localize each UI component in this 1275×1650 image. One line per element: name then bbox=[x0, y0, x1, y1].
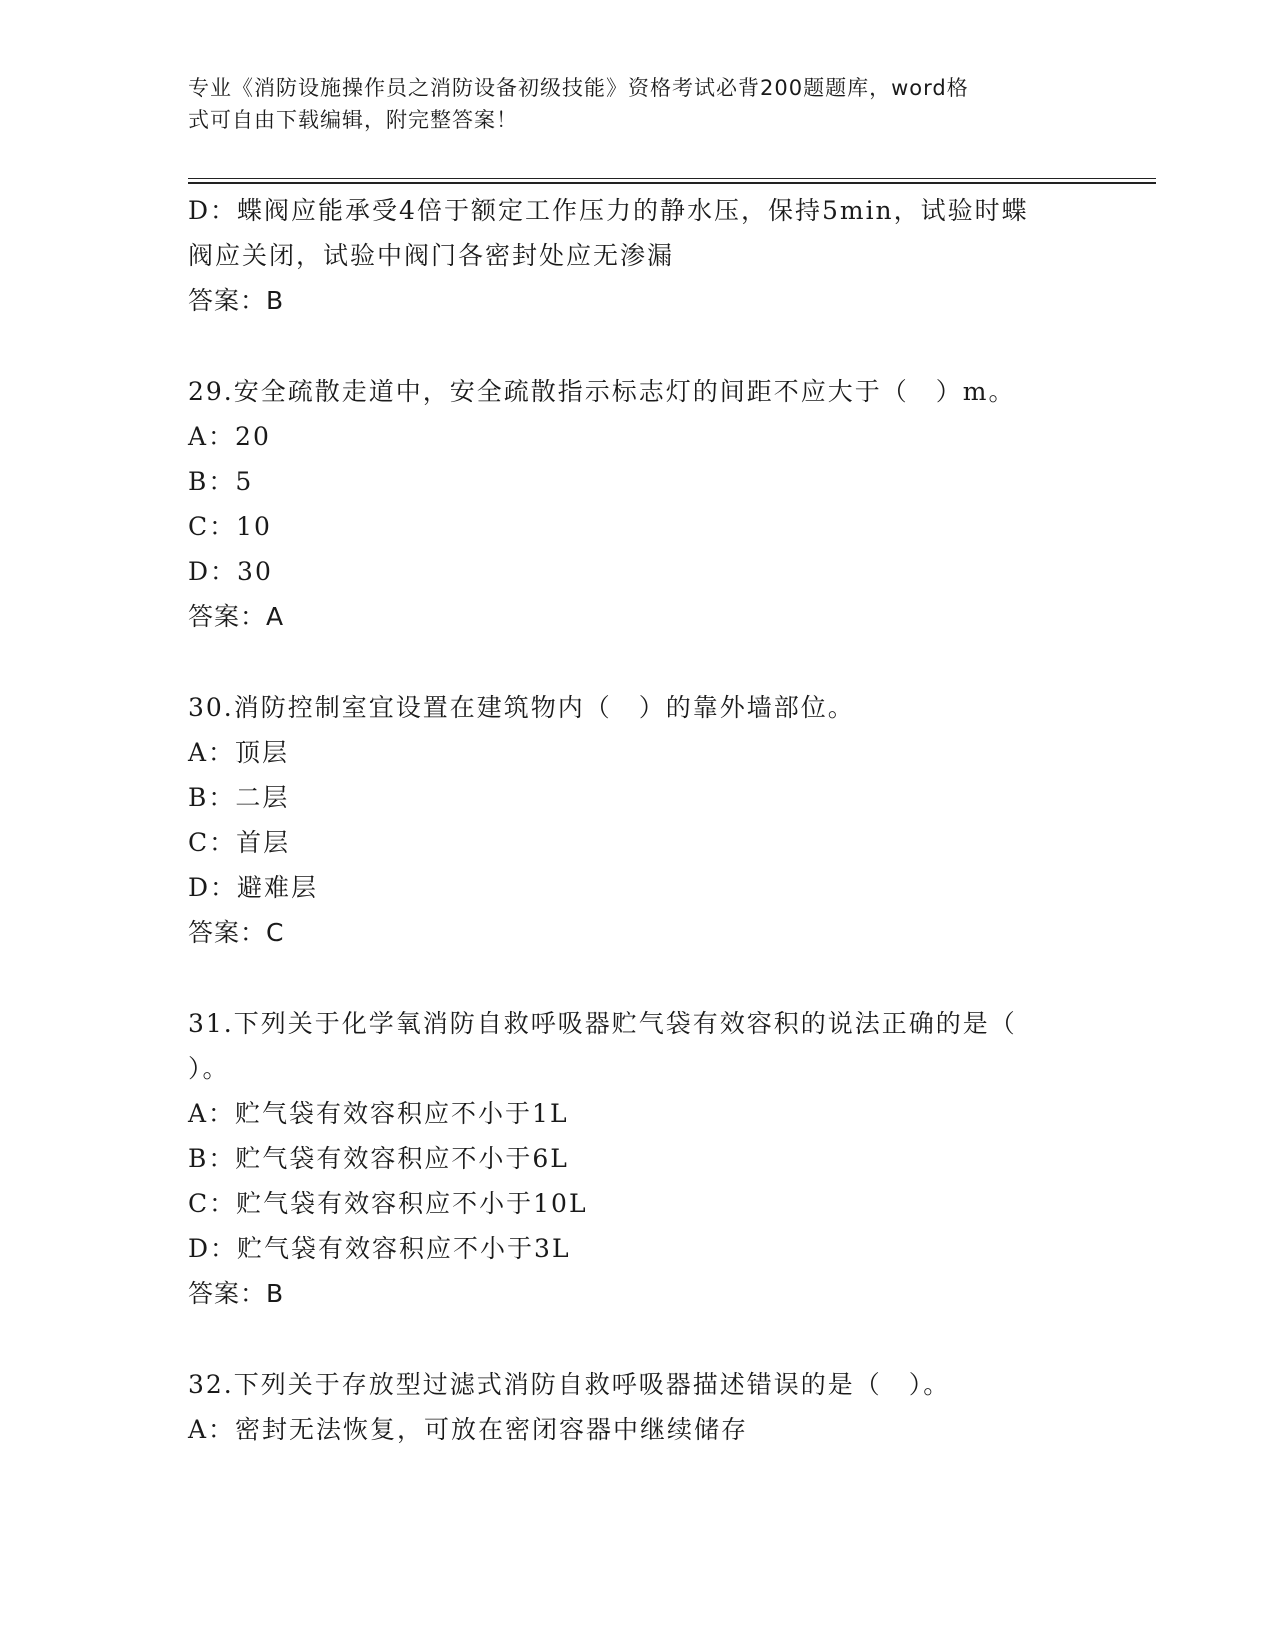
header-line-2: 式可自由下载编辑，附完整答案！ bbox=[188, 108, 518, 132]
option-c: C：首层 bbox=[188, 828, 291, 857]
answer-line: 答案：B bbox=[188, 286, 285, 315]
question-30 bbox=[188, 685, 1088, 955]
option-a: A：20 bbox=[188, 422, 271, 451]
question-stem-continued: ）。 bbox=[188, 1054, 230, 1083]
question-31 bbox=[188, 1001, 1088, 1316]
document-header bbox=[188, 72, 1068, 136]
question-stem: 29.安全疏散走道中，安全疏散指示标志灯的间距不应大于（ ）m。 bbox=[188, 377, 1016, 406]
option-d-continued: 阀应关闭，试验中阀门各密封处应无渗漏 bbox=[188, 241, 675, 270]
answer-line: 答案：C bbox=[188, 918, 285, 947]
option-b: B：二层 bbox=[188, 783, 290, 812]
option-b: B：贮气袋有效容积应不小于6L bbox=[188, 1144, 569, 1173]
option-b: B：5 bbox=[188, 467, 254, 496]
option-a: A：顶层 bbox=[188, 738, 290, 767]
header-line-1: 专业《消防设施操作员之消防设备初级技能》资格考试必背200题题库，word格 bbox=[188, 76, 969, 100]
question-stem: 32.下列关于存放型过滤式消防自救呼吸器描述错误的是（ ）。 bbox=[188, 1370, 951, 1399]
option-a: A：密封无法恢复，可放在密闭容器中继续储存 bbox=[188, 1415, 749, 1444]
option-c: C：10 bbox=[188, 512, 272, 541]
question-stem: 31.下列关于化学氧消防自救呼吸器贮气袋有效容积的说法正确的是（ bbox=[188, 1009, 1017, 1038]
question-stem: 30.消防控制室宜设置在建筑物内（ ）的靠外墙部位。 bbox=[188, 693, 855, 722]
option-d: D：蝶阀应能承受4倍于额定工作压力的静水压，保持5min，试验时蝶 bbox=[188, 196, 1029, 225]
question-content bbox=[188, 188, 1088, 1452]
option-c: C：贮气袋有效容积应不小于10L bbox=[188, 1189, 588, 1218]
option-d: D：贮气袋有效容积应不小于3L bbox=[188, 1234, 571, 1263]
prev-question-tail bbox=[188, 188, 1088, 323]
option-d: D：避难层 bbox=[188, 873, 319, 902]
question-29 bbox=[188, 369, 1088, 639]
header-rule-thick bbox=[188, 182, 1156, 184]
answer-line: 答案：A bbox=[188, 602, 285, 631]
header-rule-thin bbox=[188, 178, 1156, 179]
option-a: A：贮气袋有效容积应不小于1L bbox=[188, 1099, 569, 1128]
option-d: D：30 bbox=[188, 557, 273, 586]
question-32 bbox=[188, 1362, 1088, 1452]
answer-line: 答案：B bbox=[188, 1279, 285, 1308]
